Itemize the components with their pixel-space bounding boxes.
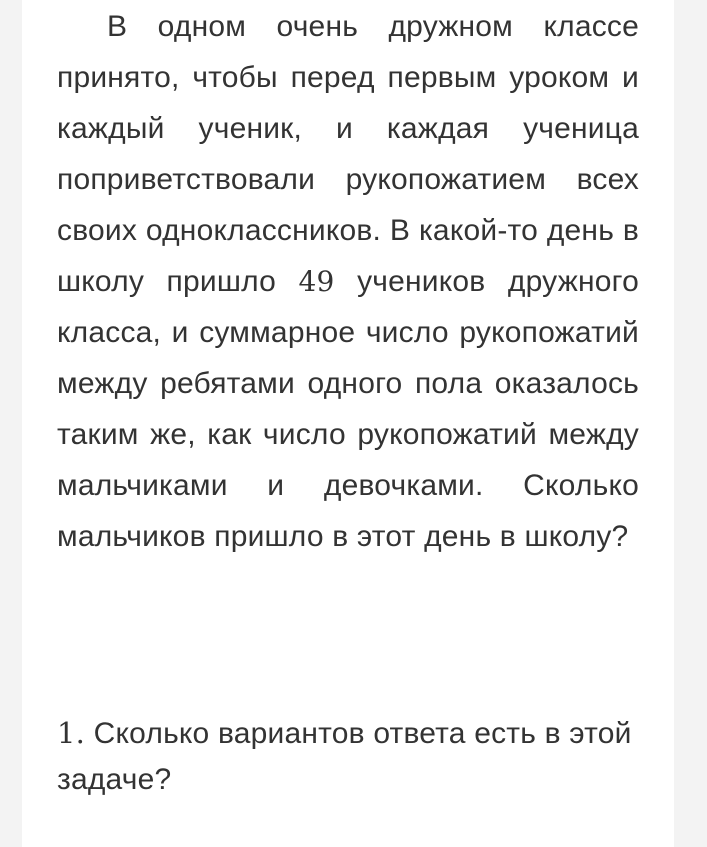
question-1 xyxy=(57,710,639,803)
problem-text-part-2: учеников дружного класса, и суммарное число рукопожатий между ребятами одного пола оказалось таким же, как число рукопожатий между мальчиками и девочками. Сколько мальчиков пришло в этот день в школу? xyxy=(57,265,639,553)
problem-text xyxy=(57,1,639,562)
question-number: 1. xyxy=(57,716,86,750)
student-count: 49 xyxy=(298,265,335,298)
question-text: Сколько вариантов ответа есть в этой задаче? xyxy=(57,717,632,796)
problem-text-part-1: В одном очень дружном классе принято, чтобы перед первым уроком и каждый ученик, и каждая ученица поприветствовали рукопожатием всех своих одноклассников. В какой-то день в школу пришло xyxy=(57,10,639,298)
